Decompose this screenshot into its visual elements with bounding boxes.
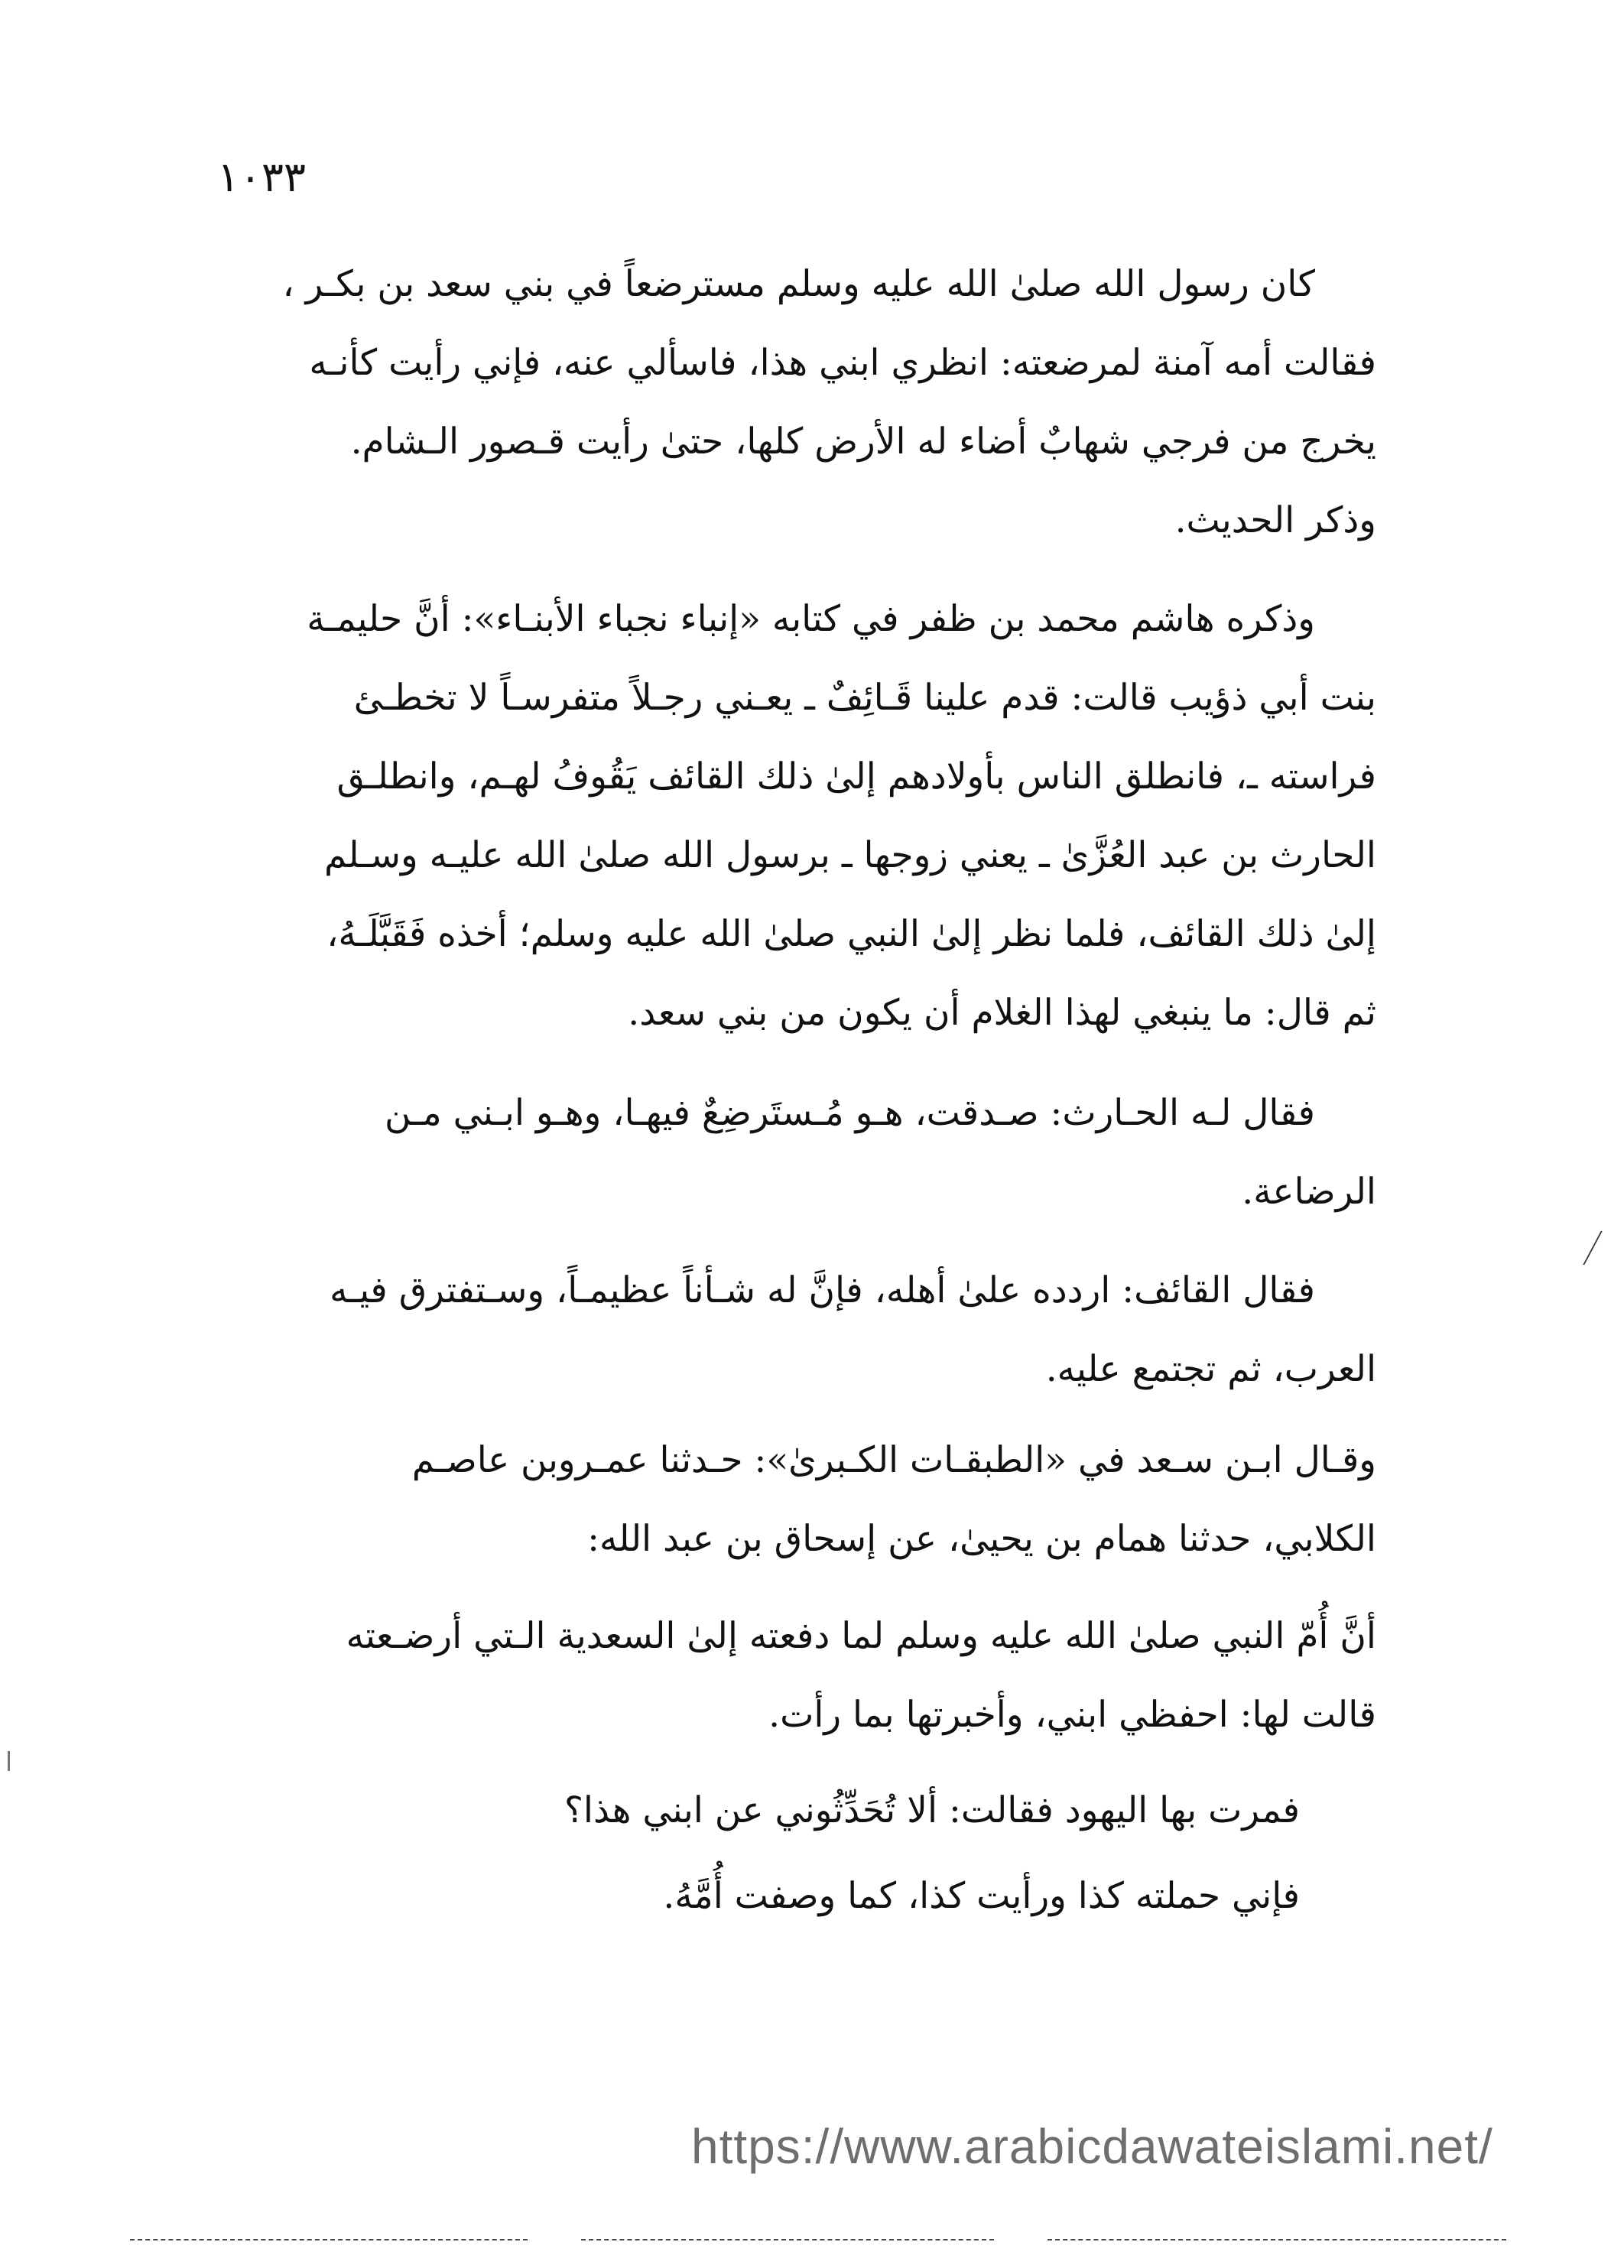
paragraph-2-line: بنت أبي ذؤيب قالت: قدم علينا قَـائِفٌ ـ يعـني رجـلاً متفرسـاً لا تخطـئ (353, 677, 1376, 719)
paragraph-2-line: ثم قال: ما ينبغي لهذا الغلام أن يكون من بني سعد. (628, 992, 1376, 1034)
paragraph-2-line: الحارث بن عبد العُزَّىٰ ـ يعني زوجها ـ برسول الله صلىٰ الله عليـه وسـلم (324, 834, 1376, 876)
scan-corner-mark (1560, 1231, 1602, 1265)
footer-divider (130, 2239, 528, 2242)
paragraph-6-line: أنَّ أُمّ النبي صلىٰ الله عليه وسلم لما دفعته إلىٰ السعدية الـتي أرضـعته (346, 1615, 1376, 1657)
paragraph-3-line: فقال لـه الحـارث: صـدقت، هـو مُـستَرضِعٌ فيهـا، وهـو ابـني مـن (384, 1092, 1315, 1134)
paragraph-1 (200, 245, 1376, 560)
paragraph-1-line: كان رسول الله صلىٰ الله عليه وسلم مسترضعاً في بني سعد بن بكـر ، (282, 263, 1315, 305)
footer-divider (581, 2239, 994, 2242)
verse-line: فمرت بها اليهود فقالت: ألا تُحَدِّثُوني عن ابني هذا؟ (564, 1789, 1300, 1831)
paragraph-6-line: قالت لها: احفظي ابني، وأخبرتها بما رأت. (768, 1694, 1376, 1736)
paragraph-1-line: وذكر الحديث. (1174, 499, 1376, 541)
paragraph-4-line: فقال القائف: اردده علىٰ أهله، فإنَّ له شـأناً عظيمـاً، وسـتفترق فيـه (330, 1269, 1315, 1311)
paragraph-3-line: الرضاعة. (1242, 1171, 1376, 1213)
paragraph-5 (200, 1421, 1376, 1578)
paragraph-2 (200, 580, 1376, 1052)
scan-edge-mark (8, 1751, 10, 1771)
page-number: ١٠٣٣ (217, 153, 307, 201)
paragraph-2-line: فراسته ـ، فانطلق الناس بأولادهم إلىٰ ذلك القائف يَقُوفُ لهـم، وانطلـق (336, 755, 1376, 798)
paragraph-2-line: إلىٰ ذلك القائف، فلما نظر إلىٰ النبي صلىٰ الله عليه وسلم؛ أخذه فَقَبَّلَـهُ، (326, 913, 1376, 955)
paragraph-1-line: فقالت أمه آمنة لمرضعته: انظري ابني هذا، فاسألي عنه، فإني رأيت كأنـه (309, 342, 1376, 384)
paragraph-4 (200, 1251, 1376, 1409)
paragraph-5-line: وقـال ابـن سـعد في «الطبقـات الكـبرىٰ»: حـدثنا عمـروبن عاصـم (411, 1439, 1376, 1481)
paragraph-6 (200, 1597, 1376, 1754)
paragraph-2-line: وذكره هاشم محمد بن ظفر في كتابه «إنباء نجباء الأبنـاء»: أنَّ حليمـة (307, 598, 1315, 640)
verse-block (382, 1768, 1300, 1939)
paragraph-3 (200, 1074, 1376, 1231)
paragraph-4-line: العرب، ثم تجتمع عليه. (1045, 1348, 1376, 1390)
footer-divider (1047, 2239, 1506, 2242)
verse-line: فإني حملته كذا ورأيت كذا، كما وصفت أُمَّهُ. (663, 1875, 1300, 1917)
paragraph-1-line: يخرج من فرجي شهابٌ أضاء له الأرض كلها، حتىٰ رأيت قـصور الـشام. (350, 421, 1376, 463)
paragraph-5-line: الكلابي، حدثنا همام بن يحيىٰ، عن إسحاق بن عبد الله: (587, 1518, 1376, 1560)
watermark-url: https://www.arabicdawateislami.net/ (691, 2119, 1493, 2174)
